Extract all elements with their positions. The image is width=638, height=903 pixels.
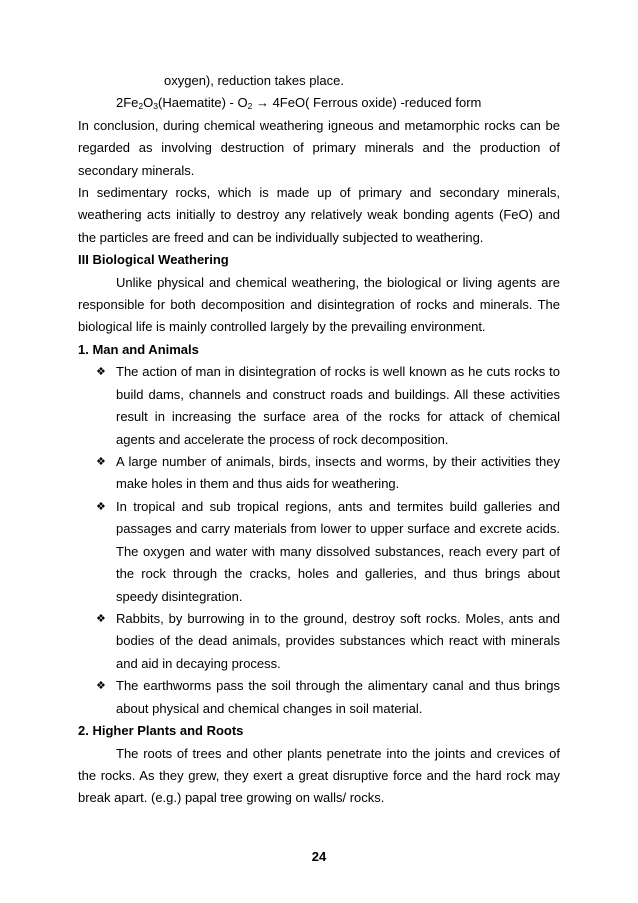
- diamond-bullet-icon: ❖: [96, 680, 106, 693]
- diamond-bullet-icon: ❖: [96, 456, 106, 468]
- sedimentary-paragraph: In sedimentary rocks, which is made up of primary and secondary minerals, weathering acts initially to destroy any relatively weak bonding agents (FeO) and the particles are freed and can be individually subjected to weathering.: [78, 185, 560, 245]
- plants-roots-paragraph: The roots of trees and other plants penetrate into the joints and crevices of the rocks. As they grew, they exert a great disruptive force and the hard rock may break apart. (e.g.) papal tree growing on walls/ rocks.: [78, 745, 560, 806]
- continuation-line: oxygen), reduction takes place.: [164, 73, 344, 88]
- diamond-bullet-icon: ❖: [96, 613, 106, 626]
- eq-name: (Haematite): [158, 95, 226, 111]
- subheading-man-animals: 1. Man and Animals: [78, 341, 199, 357]
- reduction-equation: [78, 92, 560, 114]
- eq-product: 4FeO( Ferrous oxide) -reduced form: [272, 95, 482, 111]
- bullet-text: The action of man in disintegration of rocks is well known as he cuts rocks to build dams, channels and construct roads and buildings. All these activities result in increasing the surface area of the rocks for attack of chemical agents and accelerate the process of rock decomposition.: [116, 364, 560, 447]
- eq-sub: 2: [247, 101, 253, 112]
- conclusion-paragraph: In conclusion, during chemical weathering igneous and metamorphic rocks can be regarded as involving destruction of primary minerals and the production of secondary minerals.: [78, 117, 560, 178]
- list-item: [96, 361, 560, 451]
- eq-sub: 2: [138, 101, 144, 112]
- bullet-text: Rabbits, by burrowing in to the ground, destroy soft rocks. Moles, ants and bodies of the dead animals, provides substances which react with minerals and aid in decaying process.: [116, 611, 560, 671]
- list-item: [96, 608, 560, 675]
- list-item: [96, 496, 560, 608]
- diamond-bullet-icon: ❖: [96, 366, 106, 379]
- section-heading-biological: III Biological Weathering: [78, 252, 229, 268]
- list-item: [96, 675, 560, 720]
- bullet-list: [78, 361, 560, 720]
- eq-oxygen: O: [143, 95, 154, 111]
- subheading-plants-roots: 2. Higher Plants and Roots: [78, 723, 244, 739]
- eq-sub: 3: [153, 101, 158, 112]
- diamond-bullet-icon: ❖: [96, 500, 106, 513]
- bullet-text: In tropical and sub tropical regions, ants and termites build galleries and passages and carry materials from lower to upper surface and excrete acids. The oxygen and water with many dissolved substances, reach every part of the rock through the cracks, holes and galleries, and thus brings about speedy disintegration.: [116, 498, 560, 604]
- list-item: [96, 451, 560, 496]
- document-page: [78, 70, 560, 810]
- bullet-text: A large number of animals, birds, insects and worms, by their activities they make holes in them and thus aids for weathering.: [116, 454, 560, 492]
- page-number: 24: [311, 849, 327, 864]
- biological-intro: Unlike physical and chemical weathering, the biological or living agents are responsible for both decomposition and disintegration of rocks and minerals. The biological life is mainly controlled largely by the prevailing environment.: [78, 274, 560, 335]
- eq-reactant: 2Fe: [116, 95, 139, 111]
- eq-operator: - O: [225, 95, 248, 111]
- eq-arrow: →: [255, 95, 269, 111]
- bullet-text: The earthworms pass the soil through the alimentary canal and thus brings about physical and chemical changes in soil material.: [116, 678, 560, 716]
